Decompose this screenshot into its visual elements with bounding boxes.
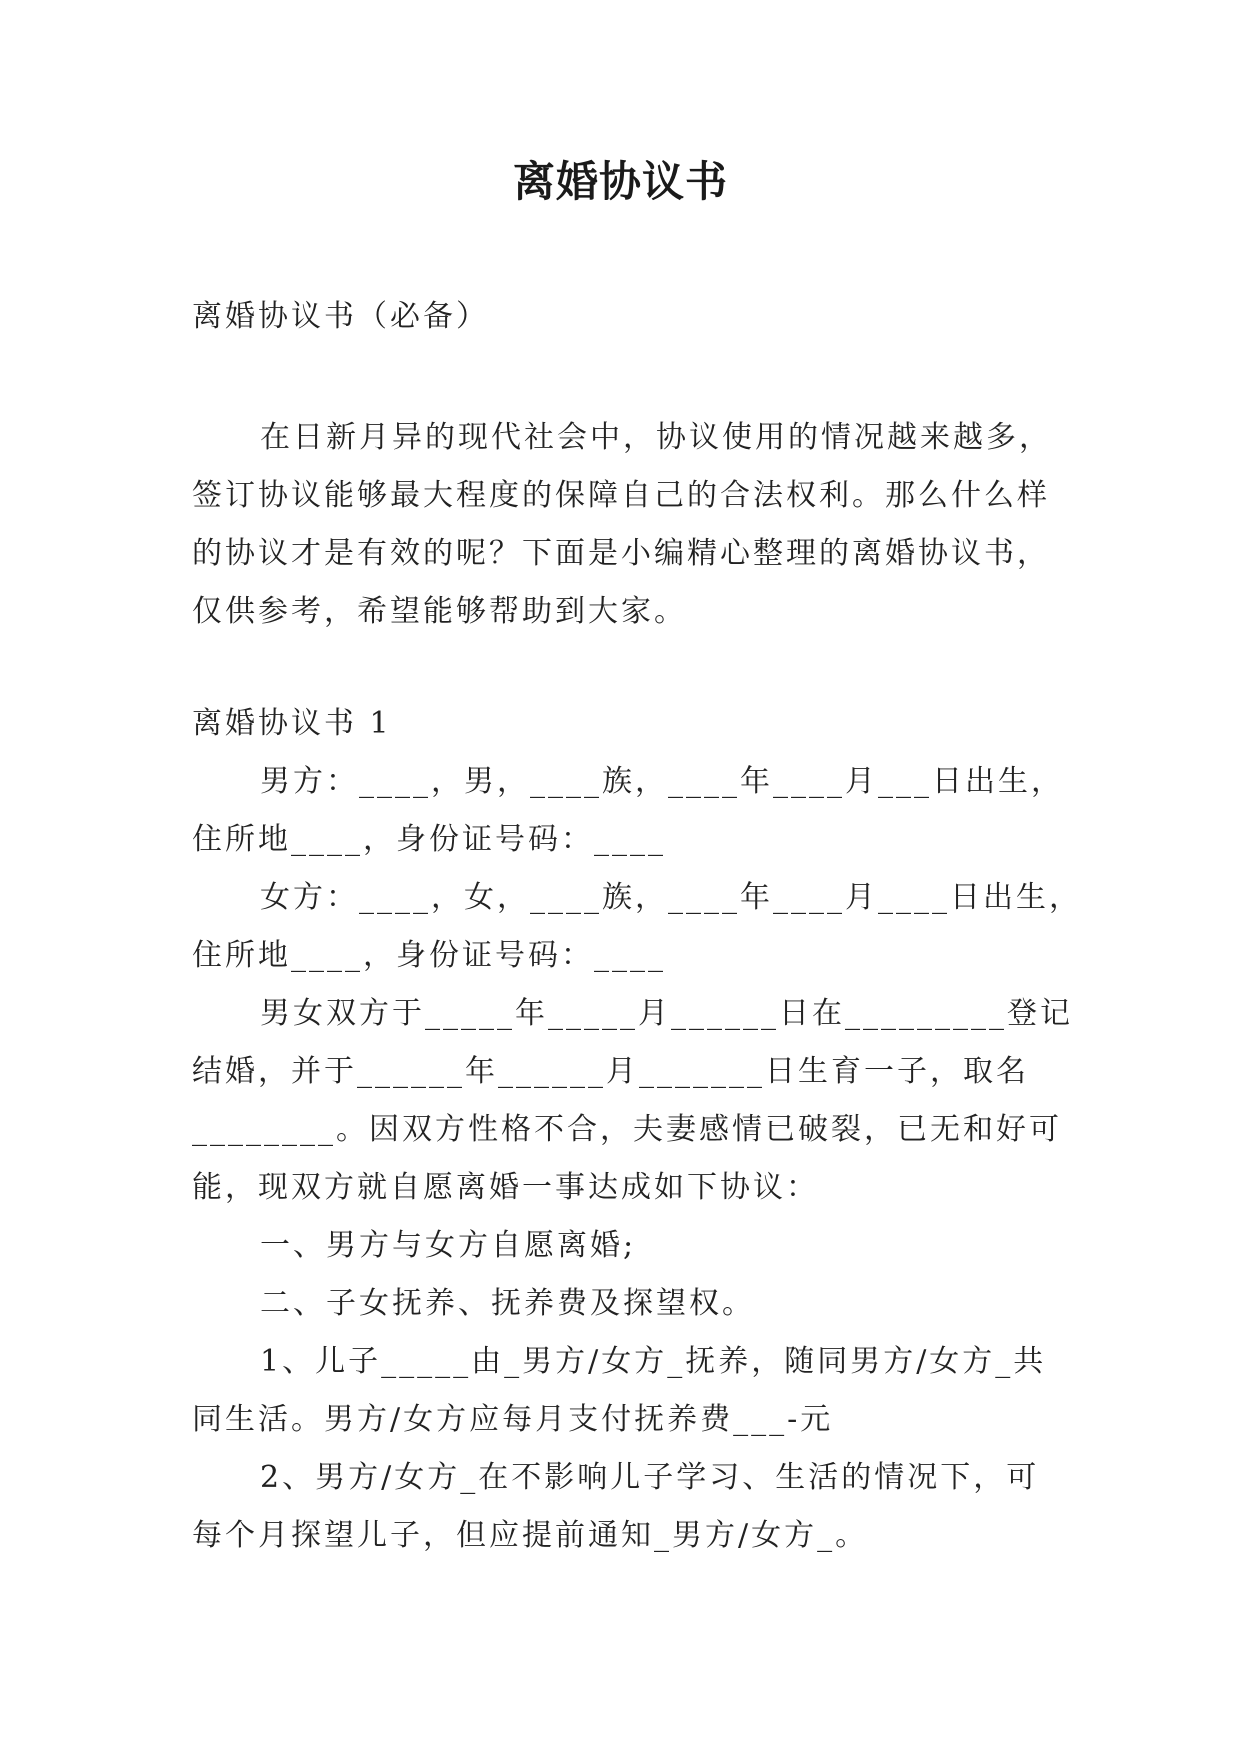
intro-paragraph [192, 409, 1062, 641]
body-line: 1、儿子_____由_男方/女方_抚养，随同男方/女方_共 [260, 1344, 1047, 1379]
document-title: 离婚协议书 [512, 157, 728, 206]
body-line: 住所地____，身份证号码：____ [192, 938, 666, 973]
body-line: ________。因双方性格不合，夫妻感情已破裂，已无和好可 [192, 1112, 1062, 1147]
intro-line: 的协议才是有效的呢？下面是小编精心整理的离婚协议书， [192, 536, 1050, 571]
subtitle-line: 离婚协议书（必备） [192, 299, 489, 334]
body-line: 女方：____，女，____族，____年____月____日出生， [260, 880, 1082, 915]
body-line: 每个月探望儿子，但应提前通知_男方/女方_。 [192, 1518, 869, 1553]
body-line: 男女双方于_____年_____月______日在_________登记 [260, 996, 1073, 1031]
body-line: 一、男方与女方自愿离婚; [260, 1228, 637, 1263]
intro-line: 在日新月异的现代社会中，协议使用的情况越来越多， [260, 420, 1052, 455]
body-line: 住所地____，身份证号码：____ [192, 822, 666, 857]
intro-line: 仅供参考，希望能够帮助到大家。 [192, 594, 687, 629]
body-line: 二、子女抚养、抚养费及探望权。 [260, 1286, 755, 1321]
body-line: 2、男方/女方_在不影响儿子学习、生活的情况下，可 [260, 1460, 1040, 1495]
body-line: 男方：____，男，____族，____年____月___日出生， [260, 764, 1064, 799]
document-subtitle [192, 288, 1062, 346]
body-line: 同生活。男方/女方应每月支付抚养费___-元 [192, 1402, 834, 1437]
section-heading: 离婚协议书 1 [192, 706, 392, 741]
body-line: 结婚，并于______年______月_______日生育一子，取名 [192, 1054, 1029, 1089]
intro-line: 签订协议能够最大程度的保障自己的合法权利。那么什么样 [192, 478, 1050, 513]
body-line: 能，现双方就自愿离婚一事达成如下协议： [192, 1170, 819, 1205]
agreement-body [192, 695, 1082, 1565]
